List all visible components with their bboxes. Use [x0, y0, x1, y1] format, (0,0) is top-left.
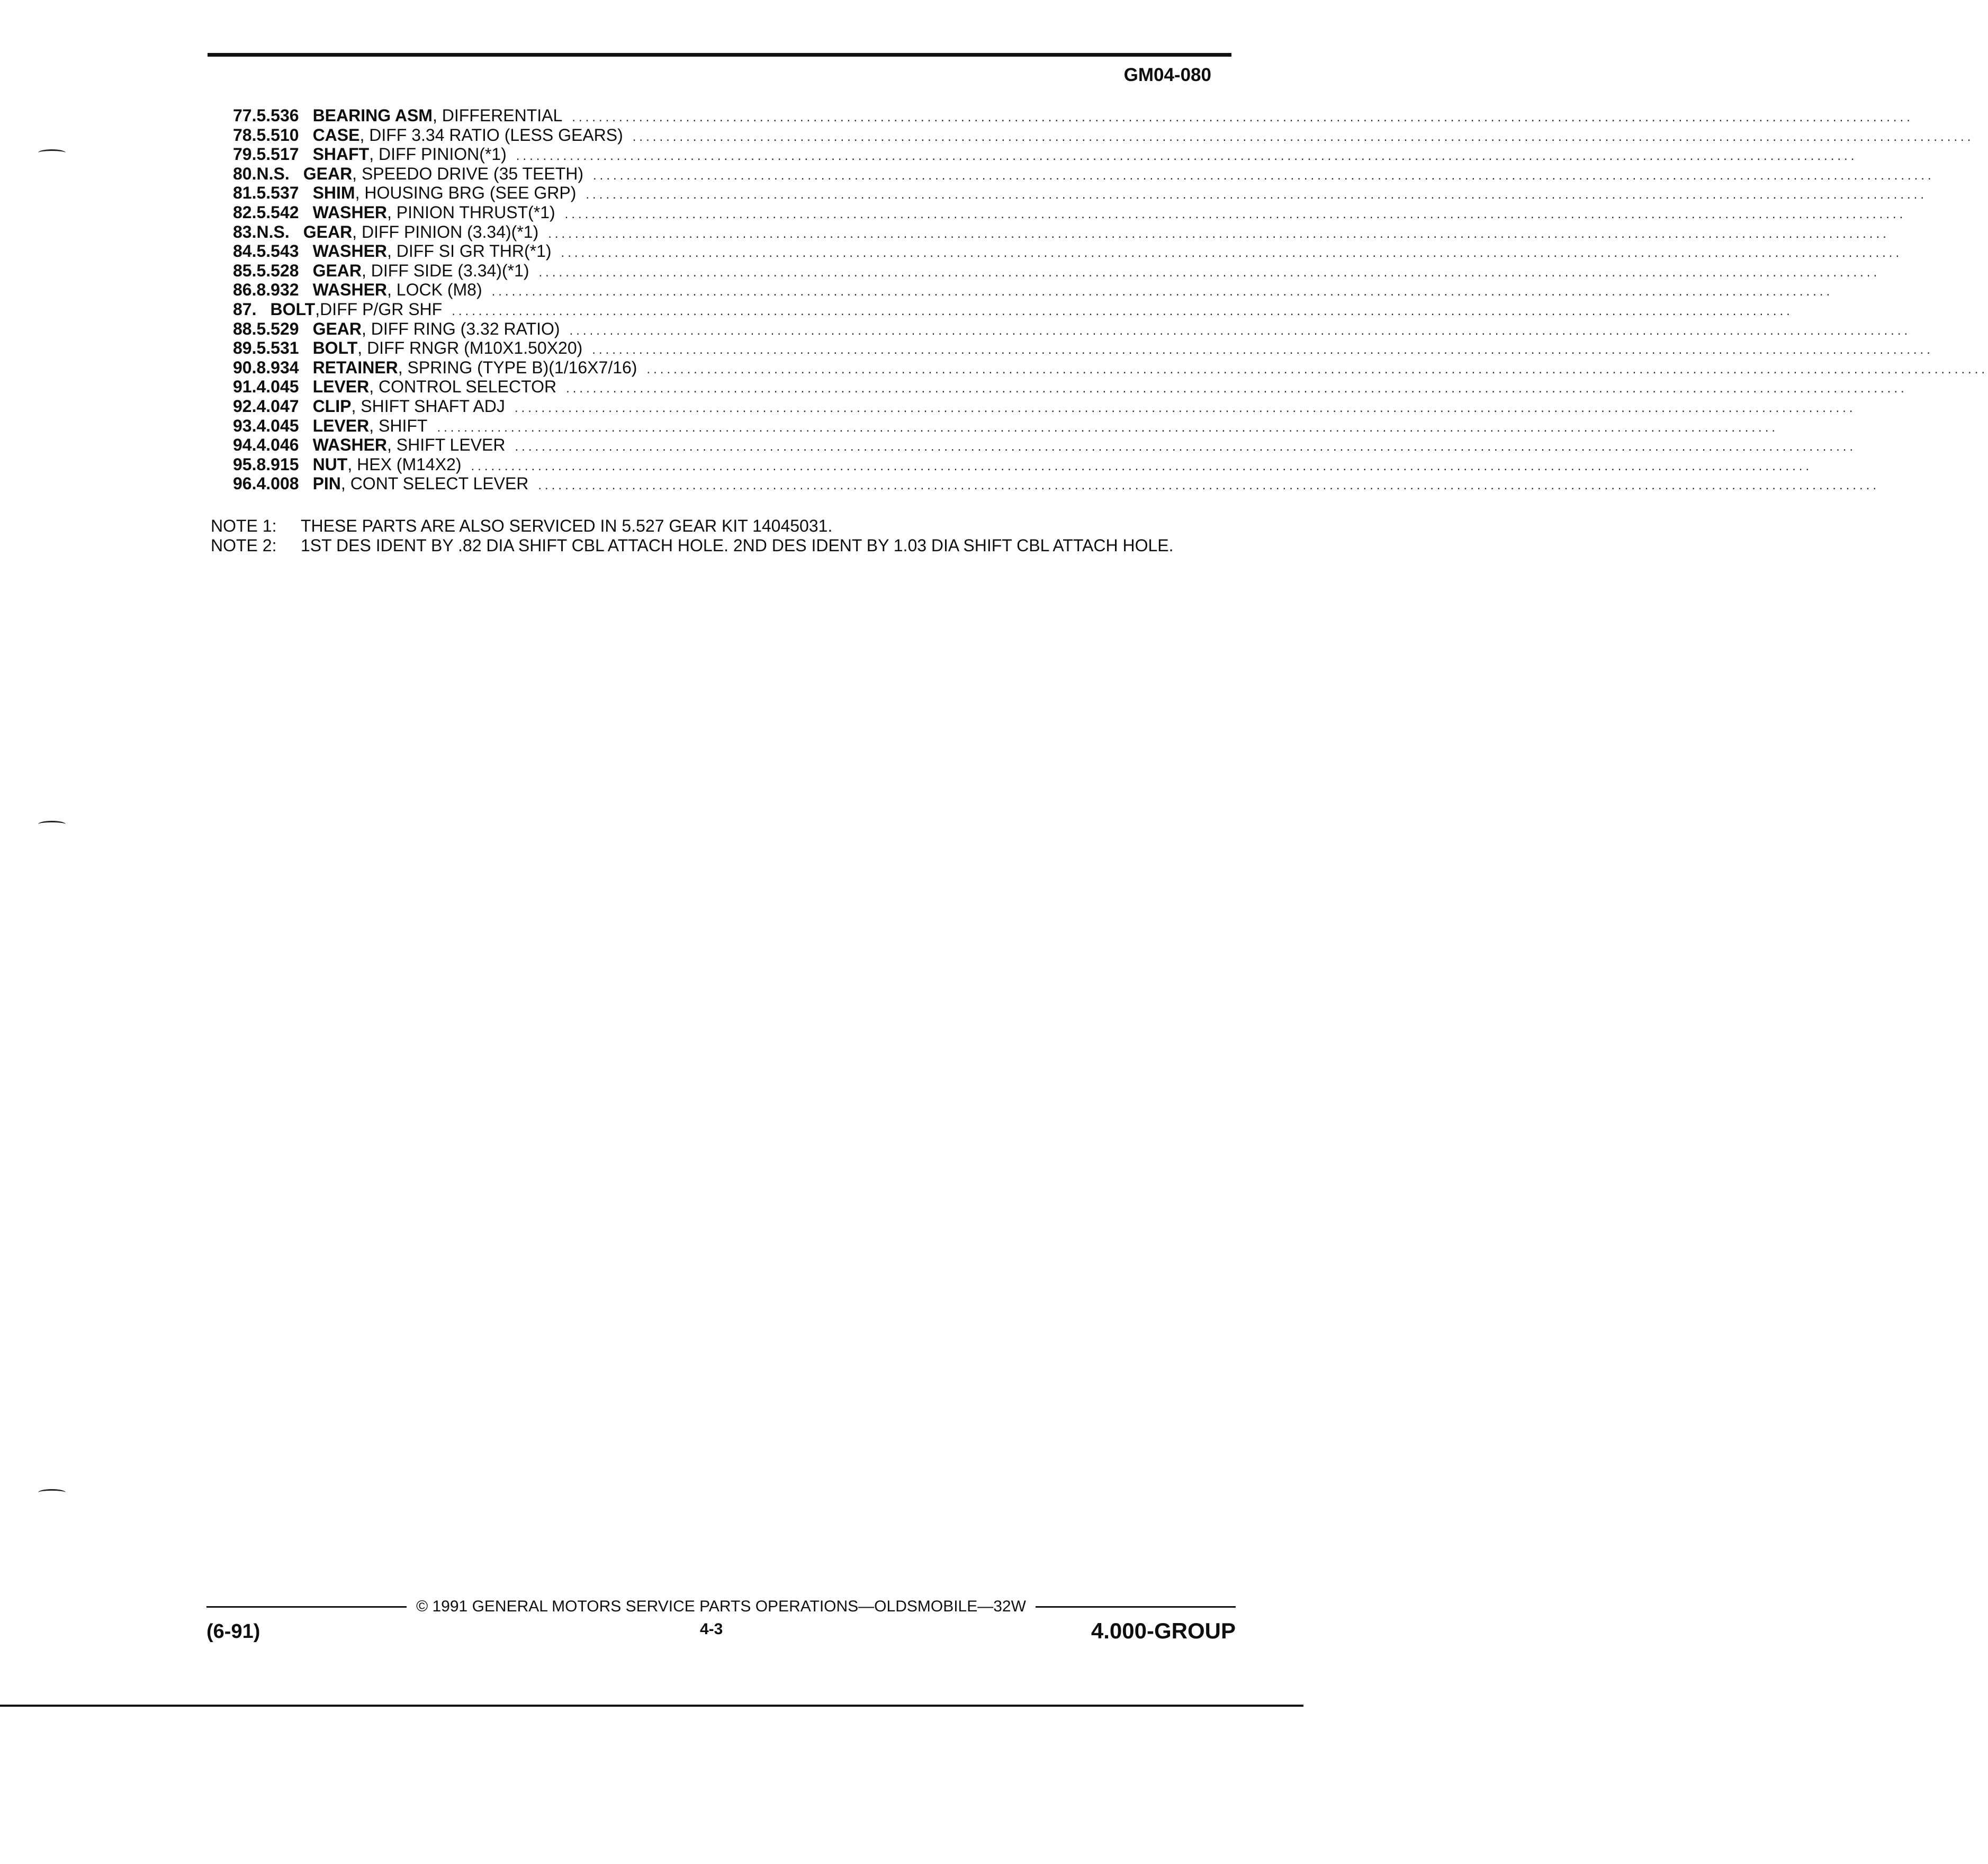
- part-row: [233, 299, 1793, 319]
- part-row: [233, 241, 1903, 261]
- part-code: 4.046: [256, 435, 299, 455]
- part-code: 5.543: [256, 241, 299, 261]
- part-row: [233, 474, 1879, 494]
- part-number: 94.: [233, 435, 257, 455]
- dot-leader: ........................................................................................................................................................................................................: [564, 207, 1906, 221]
- part-description: , HOUSING BRG (SEE GRP): [355, 183, 577, 203]
- note-label: NOTE 2:: [211, 536, 277, 555]
- dot-leader: ........................................................................................................................................................................................................: [548, 226, 1890, 241]
- dot-leader: ........................................................................................................................................................................................................: [538, 265, 1881, 280]
- dot-leader: ........................................................................................................................................................................................................: [646, 362, 1988, 377]
- part-name: WASHER: [312, 435, 388, 455]
- part-description: , SPEEDO DRIVE (35 TEETH): [352, 164, 584, 183]
- part-description: , CONTROL SELECTOR: [369, 377, 557, 397]
- part-code: 5.542: [256, 202, 299, 222]
- dot-leader: ........................................................................................................................................................................................................: [566, 381, 1908, 396]
- top-rule: [208, 53, 1231, 57]
- part-row: [233, 377, 1908, 397]
- dot-leader: ........................................................................................................................................................................................................: [471, 459, 1813, 473]
- part-description: , SPRING (TYPE B)(1/16X7/16): [398, 357, 637, 377]
- part-number: 86.: [233, 280, 257, 300]
- dot-leader: ........................................................................................................................................................................................................: [437, 420, 1779, 435]
- group-label: 4.000-GROUP: [1091, 1618, 1236, 1643]
- part-row: [233, 454, 1813, 474]
- notes-section: [211, 516, 1217, 555]
- part-name: GEAR: [303, 222, 353, 241]
- dot-leader: ........................................................................................................................................................................................................: [514, 400, 1856, 415]
- note-text: 1ST DES IDENT BY .82 DIA SHIFT CBL ATTACH HOLE. 2ND DES IDENT BY 1.03 DIA SHIFT CBL ATTACH HOLE.: [301, 536, 1174, 555]
- revision-date: (6-91): [206, 1620, 260, 1643]
- part-row: [233, 222, 1890, 242]
- part-number: 82.: [233, 202, 257, 222]
- part-code: 5.531: [256, 338, 299, 358]
- part-code: 4.045: [256, 416, 299, 435]
- part-name: NUT: [312, 454, 348, 474]
- part-code: 5.529: [256, 319, 299, 338]
- part-number: 83.: [233, 222, 257, 241]
- dot-leader: ........................................................................................................................................................................................................: [452, 303, 1793, 318]
- part-description: , SHIFT: [369, 416, 428, 435]
- part-description: , DIFF RING (3.32 RATIO): [362, 319, 560, 338]
- part-row: [233, 416, 1779, 436]
- part-number: 95.: [233, 454, 257, 474]
- binder-hole-mark: [38, 821, 66, 828]
- part-code: 4.045: [256, 377, 299, 397]
- note: [211, 536, 1217, 555]
- part-description: , DIFF 3.34 RATIO (LESS GEARS): [359, 125, 623, 145]
- part-name: CASE: [312, 125, 360, 145]
- part-description: , DIFF SIDE (3.34)(*1): [362, 261, 529, 280]
- dot-leader: ........................................................................................................................................................................................................: [569, 323, 1911, 338]
- part-name: LEVER: [312, 416, 370, 435]
- part-code: 5.536: [256, 106, 299, 125]
- part-description: , SHIFT SHAFT ADJ: [351, 396, 505, 416]
- part-code: 4.047: [256, 396, 299, 416]
- dot-leader: ........................................................................................................................................................................................................: [572, 110, 1913, 124]
- part-number: 96.: [233, 474, 257, 494]
- parts-list: [233, 106, 1988, 494]
- copyright-line: [206, 1598, 1236, 1616]
- part-name: GEAR: [312, 319, 362, 338]
- copyright-rule-right: [1036, 1606, 1236, 1608]
- binder-hole-mark: [38, 149, 66, 156]
- note: [211, 516, 1217, 536]
- dot-leader: ........................................................................................................................................................................................................: [592, 343, 1933, 357]
- copyright-text: © 1991 GENERAL MOTORS SERVICE PARTS OPERATIONS—OLDSMOBILE—32W: [416, 1598, 1026, 1615]
- part-name: GEAR: [303, 164, 353, 183]
- part-row: [233, 164, 1935, 184]
- note-text: THESE PARTS ARE ALSO SERVICED IN 5.527 GEAR KIT 14045031.: [301, 516, 833, 535]
- part-row: [233, 145, 1858, 164]
- part-code: 8.932: [256, 280, 299, 300]
- copyright-rule-left: [206, 1606, 407, 1608]
- part-name: PIN: [312, 474, 341, 494]
- part-row: [233, 125, 1974, 145]
- part-name: WASHER: [312, 202, 388, 222]
- part-name: SHAFT: [312, 145, 370, 164]
- part-name: CLIP: [312, 396, 352, 416]
- bottom-rule: [0, 1705, 1303, 1707]
- part-number: 85.: [233, 261, 257, 280]
- dot-leader: ........................................................................................................................................................................................................: [632, 129, 1974, 144]
- part-code: 5.537: [256, 183, 299, 203]
- part-description: , DIFF RNGR (M10X1.50X20): [357, 338, 583, 358]
- part-description: , DIFF PINION (3.34)(*1): [352, 222, 539, 241]
- part-description: , LOCK (M8): [387, 280, 482, 300]
- dot-leader: ........................................................................................................................................................................................................: [515, 440, 1857, 454]
- part-row: [233, 435, 1857, 455]
- part-number: 91.: [233, 377, 257, 397]
- part-row: [233, 396, 1856, 416]
- part-name: WASHER: [312, 280, 388, 300]
- dot-leader: ........................................................................................................................................................................................................: [593, 168, 1935, 183]
- part-name: BOLT: [312, 338, 358, 358]
- part-description: , HEX (M14X2): [347, 454, 462, 474]
- binder-hole-mark: [38, 1489, 66, 1496]
- part-name: SHIM: [312, 183, 355, 203]
- part-row: [233, 280, 1833, 300]
- part-number: 92.: [233, 396, 257, 416]
- document-code: GM04-080: [1123, 65, 1211, 85]
- part-number: 77.: [233, 106, 257, 125]
- part-description: ,DIFF P/GR SHF: [315, 299, 443, 319]
- part-name: WASHER: [312, 241, 388, 261]
- part-row: [233, 202, 1906, 222]
- part-description: , SHIFT LEVER: [387, 435, 506, 455]
- part-number: 78.: [233, 125, 257, 145]
- part-number: 88.: [233, 319, 257, 338]
- part-code: 4.008: [256, 474, 299, 494]
- dot-leader: ........................................................................................................................................................................................................: [586, 187, 1927, 202]
- dot-leader: ........................................................................................................................................................................................................: [491, 284, 1833, 299]
- page-number: 4-3: [700, 1620, 723, 1638]
- dot-leader: ........................................................................................................................................................................................................: [538, 478, 1879, 493]
- part-number: 81.: [233, 183, 257, 203]
- note-label: NOTE 1:: [211, 516, 277, 535]
- part-number: 89.: [233, 338, 257, 358]
- part-description: , CONT SELECT LEVER: [340, 474, 529, 494]
- part-number: 87.: [233, 299, 257, 319]
- part-row: [233, 357, 1988, 378]
- part-name: BOLT: [270, 299, 316, 319]
- part-number: 93.: [233, 416, 257, 435]
- part-name: BEARING ASM: [312, 106, 433, 125]
- part-code: N.S.: [256, 164, 290, 183]
- part-code: N.S.: [256, 222, 290, 241]
- part-name: GEAR: [312, 261, 362, 280]
- dot-leader: ........................................................................................................................................................................................................: [516, 149, 1858, 164]
- part-code: 5.510: [256, 125, 299, 145]
- part-code: 8.915: [256, 454, 299, 474]
- part-name: RETAINER: [312, 357, 398, 377]
- part-description: , DIFF SI GR THR(*1): [387, 241, 552, 261]
- part-number: 79.: [233, 145, 257, 164]
- part-name: LEVER: [312, 377, 370, 397]
- part-number: 90.: [233, 357, 257, 377]
- part-row: [233, 106, 1913, 126]
- part-code: 5.517: [256, 145, 299, 164]
- part-description: , DIFFERENTIAL: [432, 106, 563, 125]
- dot-leader: ........................................................................................................................................................................................................: [561, 246, 1903, 261]
- part-code: 8.934: [256, 357, 299, 377]
- part-row: [233, 183, 1927, 203]
- part-row: [233, 338, 1933, 358]
- part-number: 80.: [233, 164, 257, 183]
- part-description: , DIFF PINION(*1): [369, 145, 507, 164]
- part-description: , PINION THRUST(*1): [387, 202, 555, 222]
- part-row: [233, 261, 1881, 281]
- part-row: [233, 319, 1911, 339]
- part-code: 5.528: [256, 261, 299, 280]
- part-number: 84.: [233, 241, 257, 261]
